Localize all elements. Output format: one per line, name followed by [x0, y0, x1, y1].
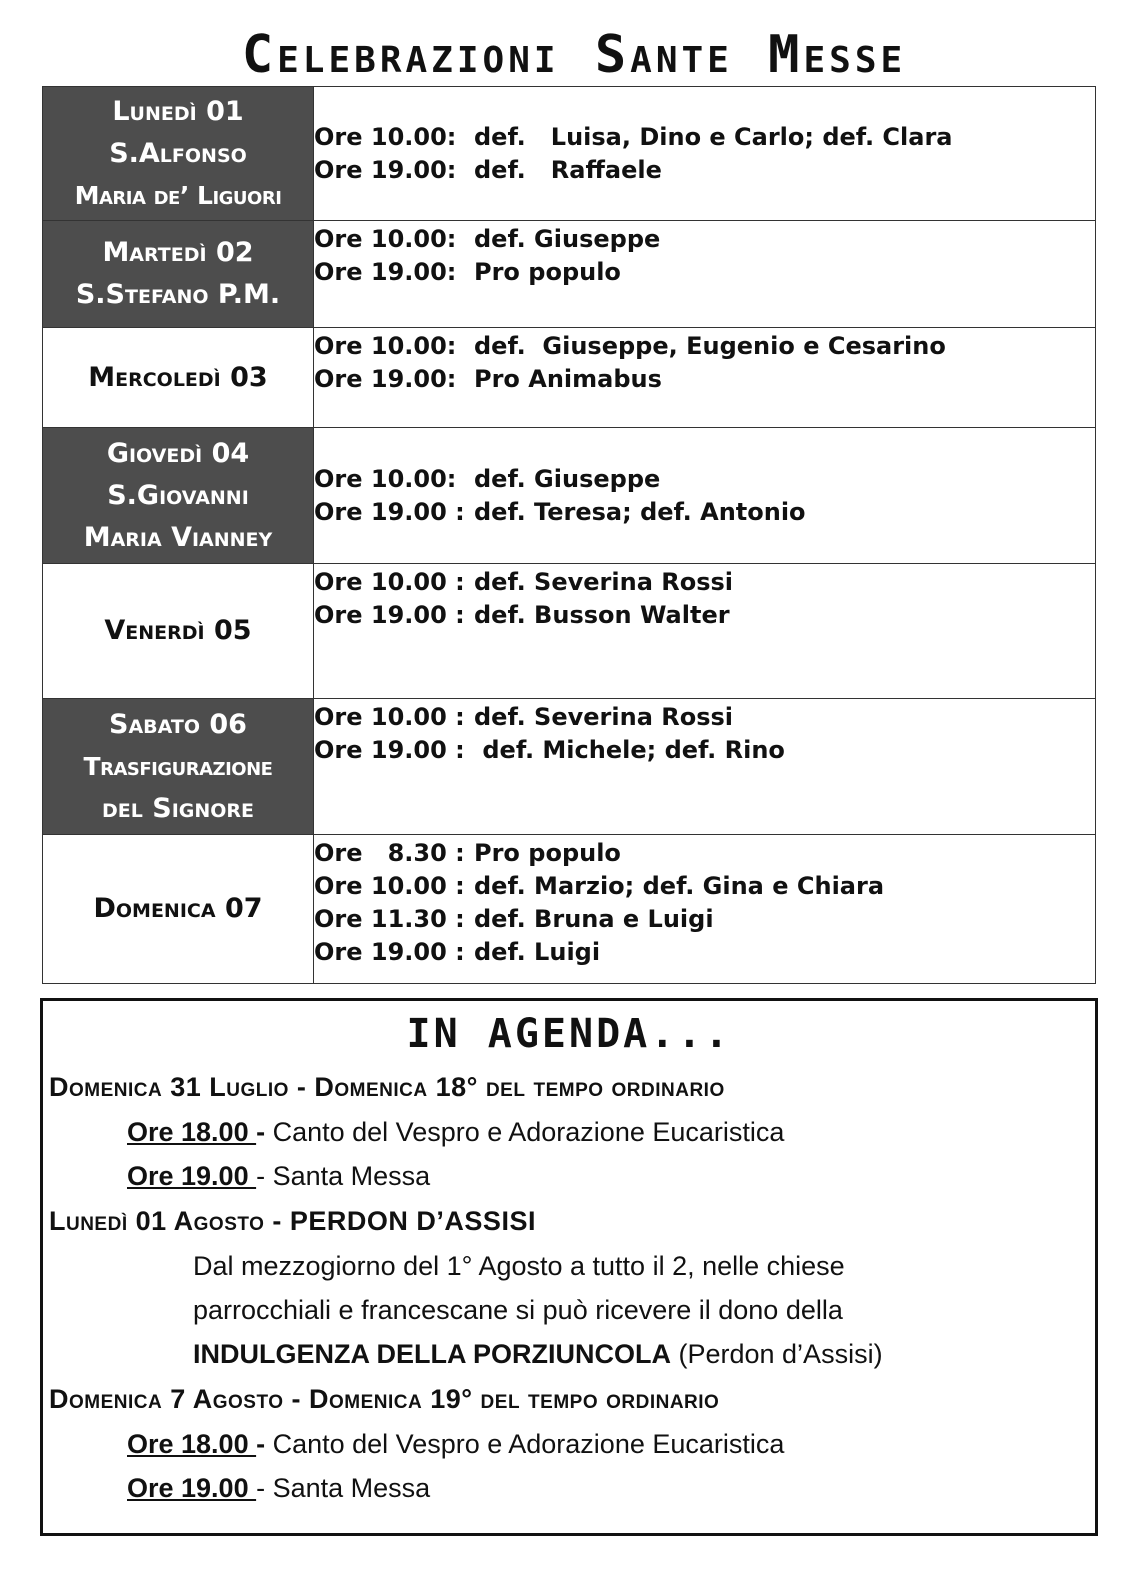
day-cell	[43, 835, 314, 984]
mass-schedule-table	[42, 86, 1096, 984]
mass-intention: def. Marzio; def. Gina e Chiara	[474, 872, 885, 900]
agenda-item-separator: -	[256, 1117, 273, 1147]
mass-entry	[314, 566, 1095, 599]
mass-entry	[314, 734, 1095, 767]
mass-time: Ore 19.00 :	[314, 938, 465, 966]
day-cell	[43, 328, 314, 428]
agenda-heading-august-07: Domenica 7 Agosto - Domenica 19° del tempo ordinario	[49, 1384, 720, 1414]
saint-label: Trasfigurazione	[83, 751, 273, 781]
mass-entry	[314, 154, 1095, 187]
masses-cell	[314, 87, 1096, 221]
mass-time: Ore 19.00:	[314, 155, 457, 184]
agenda-note-emphasis: INDULGENZA DELLA PORZIUNCOLA	[193, 1339, 671, 1369]
day-label: Sabato 06	[109, 708, 247, 740]
masses-cell	[314, 328, 1096, 428]
masses-cell	[314, 221, 1096, 328]
mass-intention: def. Luisa, Dino e Carlo; def. Clara	[474, 122, 953, 151]
saint-label: S.Giovanni	[107, 479, 249, 511]
mass-time: Ore 10.00 :	[314, 872, 465, 900]
agenda-note-line: parrocchiali e francescane si può ricevere il dono della	[193, 1295, 843, 1325]
mass-entry	[314, 330, 1095, 363]
agenda-heading-july-31: Domenica 31 Luglio - Domenica 18° del tempo ordinario	[49, 1072, 725, 1102]
mass-intention: Pro Animabus	[474, 365, 662, 393]
mass-intention: def. Giuseppe	[474, 464, 661, 493]
schedule-row	[43, 699, 1096, 835]
day-label: Martedì 02	[102, 237, 254, 268]
schedule-row	[43, 835, 1096, 984]
saint-label: del Signore	[101, 792, 255, 824]
mass-intention: def. Luigi	[474, 938, 601, 966]
mass-intention: Pro populo	[474, 839, 621, 867]
mass-time: Ore 19.00:	[314, 258, 457, 286]
mass-intention: def. Severina Rossi	[474, 568, 734, 596]
mass-time: Ore 19.00 :	[314, 601, 465, 629]
mass-intention: def. Teresa; def. Antonio	[474, 497, 806, 526]
agenda-item-time: Ore 18.00	[127, 1429, 257, 1459]
mass-time: Ore 10.00 :	[314, 568, 465, 596]
mass-time: Ore 10.00:	[314, 464, 457, 493]
day-cell	[43, 564, 314, 699]
mass-entry	[314, 936, 1095, 969]
agenda-item-text: Canto del Vespro e Adorazione Eucaristica	[272, 1117, 785, 1147]
mass-entry	[314, 223, 1095, 256]
schedule-row	[43, 221, 1096, 328]
schedule-row	[43, 87, 1096, 221]
mass-time: Ore 10.00:	[314, 332, 457, 360]
agenda-item-text: - Santa Messa	[256, 1473, 431, 1503]
agenda-item-time: Ore 19.00	[127, 1473, 257, 1503]
day-label: Lunedì 01	[112, 95, 244, 127]
masses-cell	[314, 699, 1096, 835]
mass-entry	[314, 903, 1095, 936]
masses-cell	[314, 564, 1096, 699]
day-label: Domenica 07	[93, 893, 263, 924]
agenda-item	[127, 1427, 784, 1461]
agenda-item	[127, 1115, 784, 1149]
mass-entry	[314, 496, 1095, 529]
mass-time: Ore 11.30 :	[314, 905, 465, 933]
mass-intention: def. Severina Rossi	[474, 703, 734, 731]
mass-time: Ore 19.00 :	[314, 497, 465, 526]
masses-cell	[314, 835, 1096, 984]
agenda-item-time: Ore 19.00	[127, 1161, 257, 1191]
day-cell	[43, 428, 314, 564]
schedule-row	[43, 564, 1096, 699]
mass-intention: def. Giuseppe, Eugenio e Cesarino	[474, 332, 946, 360]
masses-cell	[314, 428, 1096, 564]
agenda-item-time: Ore 18.00	[127, 1117, 257, 1147]
mass-entry	[314, 837, 1095, 870]
agenda-note-line	[193, 1337, 883, 1371]
day-cell	[43, 87, 314, 221]
agenda-title: IN AGENDA...	[406, 1011, 732, 1057]
mass-entry	[314, 256, 1095, 289]
agenda-heading-august-01: Lunedì 01 Agosto - PERDON D’ASSISI	[49, 1206, 536, 1236]
schedule-row	[43, 428, 1096, 564]
mass-intention: def. Michele; def. Rino	[474, 736, 785, 764]
agenda-item	[127, 1471, 430, 1505]
day-cell	[43, 221, 314, 328]
day-cell	[43, 699, 314, 835]
mass-intention: def. Raffaele	[474, 155, 662, 184]
saint-label: Maria Vianney	[83, 521, 273, 553]
mass-intention: def. Bruna e Luigi	[474, 905, 714, 933]
mass-time: Ore 8.30 :	[314, 839, 465, 867]
mass-time: Ore 10.00 :	[314, 703, 465, 731]
agenda-item-text: Canto del Vespro e Adorazione Eucaristica	[272, 1429, 785, 1459]
agenda-box	[40, 998, 1098, 1536]
agenda-note-line: Dal mezzogiorno del 1° Agosto a tutto il 2, nelle chiese	[193, 1251, 845, 1281]
day-label: Giovedì 04	[106, 437, 250, 469]
mass-time: Ore 19.00:	[314, 365, 457, 393]
saint-label: Maria de’ Liguori	[74, 180, 282, 210]
mass-entry	[314, 121, 1095, 154]
day-label: Venerdì 05	[104, 615, 252, 646]
mass-entry	[314, 363, 1095, 396]
mass-intention: def. Busson Walter	[474, 601, 730, 629]
day-label: Mercoledì 03	[88, 361, 268, 393]
mass-time: Ore 10.00:	[314, 122, 457, 151]
agenda-item	[127, 1159, 430, 1193]
agenda-item-separator: -	[256, 1429, 273, 1459]
mass-time: Ore 10.00:	[314, 225, 457, 253]
mass-entry	[314, 701, 1095, 734]
saint-label: S.Alfonso	[109, 137, 247, 169]
mass-intention: def. Giuseppe	[474, 225, 661, 253]
schedule-row	[43, 328, 1096, 428]
page-title: Celebrazioni Sante Messe	[241, 25, 907, 85]
mass-entry	[314, 463, 1095, 496]
mass-entry	[314, 599, 1095, 632]
mass-time: Ore 19.00 :	[314, 736, 465, 764]
saint-label: S.Stefano P.M.	[75, 279, 281, 310]
agenda-note-text: (Perdon d’Assisi)	[670, 1339, 883, 1369]
agenda-item-text: - Santa Messa	[256, 1161, 431, 1191]
mass-entry	[314, 870, 1095, 903]
mass-intention: Pro populo	[474, 258, 621, 286]
